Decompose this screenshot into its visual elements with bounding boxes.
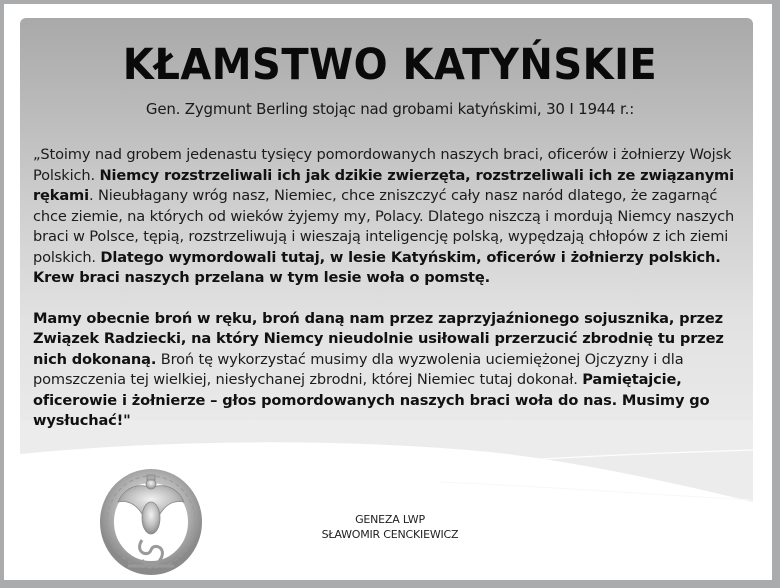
quote-segment: „Stoimy nad grobem jedenastu tysięcy pomordowanych naszych braci, oficerów i żołnierzy Wojsk Polskich.	[33, 146, 732, 184]
credits-line-2: SŁAWOMIR CENCKIEWICZ	[321, 528, 459, 541]
quote-segment-bold: Mamy obecnie broń w ręku, broń daną nam przez zaprzyjaźnionego sojusznika, przez Związek Radziecki, na który Niemcy nieudolnie usiłowali przerzucić zbrodnię tu przez nich dokonaną.	[33, 309, 724, 368]
quote-segment: Broń tę wykorzystać musimy dla wyzwolenia uciemiężonej Ojczyzny i dla pomszczenia tej wielkiej, niesłychanej zbrodni, której Niemiec tutaj dokonał.	[33, 350, 684, 388]
quote-segment-bold: Pamiętajcie, oficerowie i żołnierze – głos pomordowanych naszych braci woła do nas. Musimy go wysłuchać!"	[33, 371, 710, 429]
quote-segment-bold: Dlatego wymordowali tutaj, w lesie Katyńskim, oficerów i żołnierzy polskich. Krew braci naszych przelana w tym lesie woła o pomstę.	[33, 248, 721, 286]
quote-segment: . Nieubłagany wróg nasz, Niemiec, chce zniszczyć cały nasz naród dlatego, że zagarnąć chce ziemie, na których od wieków żyjemy my, Polacy. Dlatego niszczą i mordują Niemcy naszych braci w Polsce, tępią, rozstrzeliwują i wieszają inteligencję polską, wypędzają chłopów z ich ziemi polskich.	[33, 187, 735, 266]
quote-paragraph-2	[33, 309, 755, 432]
quote-segment-bold: Niemcy rozstrzeliwali ich jak dzikie zwierzęta, rozstrzeliwali ich ze związanymi rękami	[33, 166, 734, 204]
page-title: KŁAMSTWO KATYŃSKIE	[122, 40, 658, 90]
credits	[300, 512, 480, 542]
quote-paragraph-1	[33, 145, 755, 289]
quote-body	[33, 145, 755, 452]
credits-line-1: GENEZA LWP	[355, 513, 425, 526]
eagle-wreath-emblem-icon	[98, 462, 204, 576]
subtitle: Gen. Zygmunt Berling stojąc nad grobami katyńskimi, 30 I 1944 r.:	[145, 100, 635, 118]
